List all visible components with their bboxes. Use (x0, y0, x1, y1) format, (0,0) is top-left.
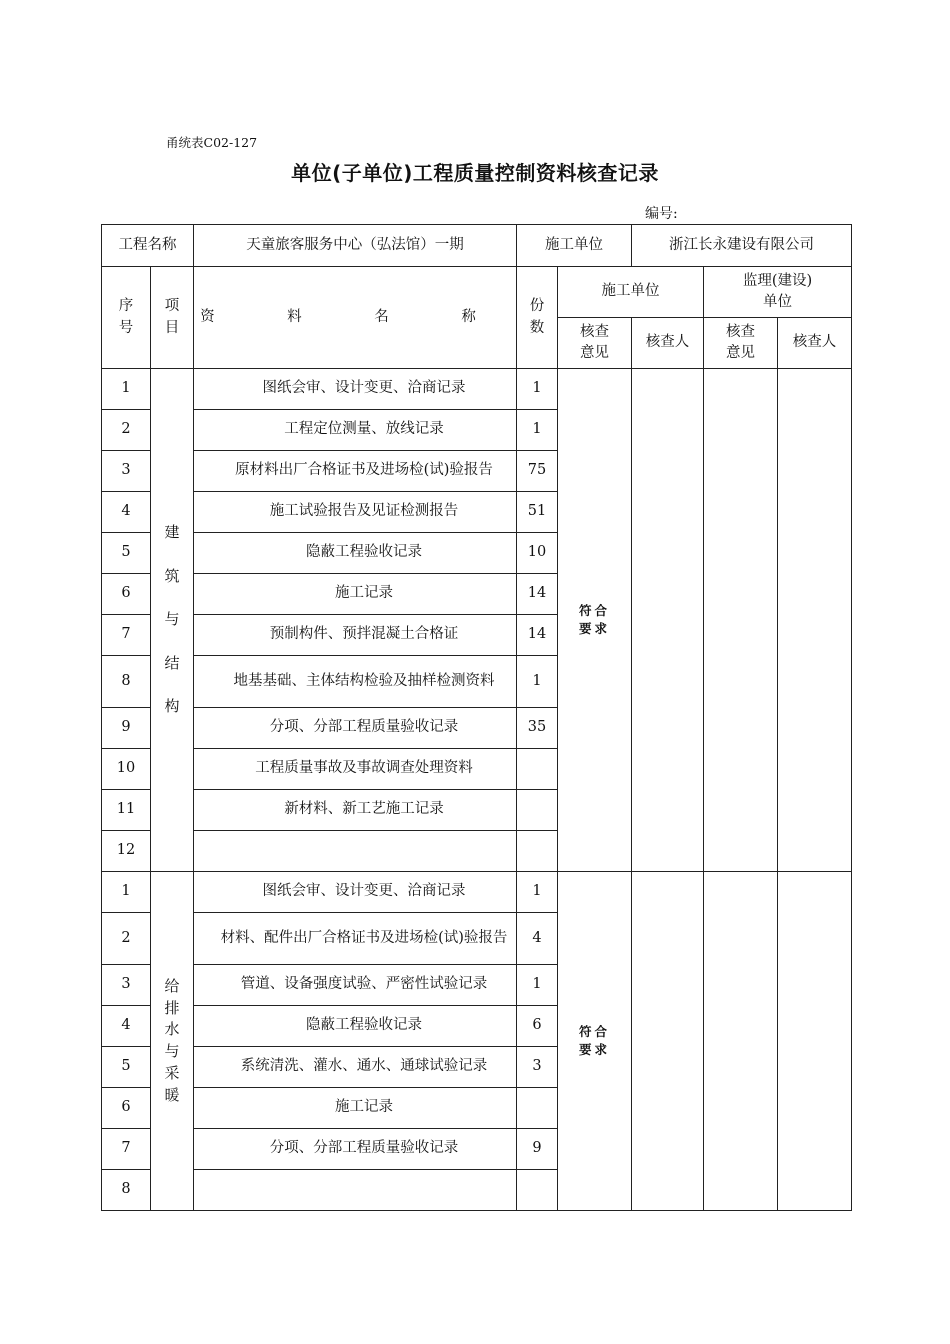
row-doc-name: 管道、设备强度试验、严密性试验记录 (194, 965, 517, 1006)
row-seq: 1 (102, 369, 151, 410)
opinion-header-2 (704, 318, 778, 369)
item-header-char: 目 (164, 319, 180, 336)
opinion-header-line: 意见 (726, 345, 755, 361)
row-doc-name: 施工记录 (194, 574, 517, 615)
row-count: 1 (517, 410, 558, 451)
row-seq: 6 (102, 1088, 151, 1129)
opinion-header-line: 意见 (580, 345, 609, 361)
supervisor-opinion (704, 872, 778, 1211)
row-count (517, 1170, 558, 1211)
row-count: 35 (517, 708, 558, 749)
row-seq: 2 (102, 410, 151, 451)
opinion-line: 符合 (578, 1023, 610, 1039)
row-seq: 4 (102, 1006, 151, 1047)
row-doc-name: 预制构件、预拌混凝土合格证 (194, 615, 517, 656)
row-seq: 1 (102, 872, 151, 913)
contractor-opinion (558, 369, 632, 872)
row-doc-name (194, 1170, 517, 1211)
row-doc-name: 原材料出厂合格证书及进场检(试)验报告 (194, 451, 517, 492)
page-title: 单位(子单位)工程质量控制资料核查记录 (291, 161, 659, 185)
row-doc-name: 图纸会审、设计变更、洽商记录 (194, 872, 517, 913)
contractor-checker (632, 369, 704, 872)
row-doc-name: 系统清洗、灌水、通水、通球试验记录 (194, 1047, 517, 1088)
row-doc-name: 分项、分部工程质量验收记录 (194, 708, 517, 749)
row-seq: 6 (102, 574, 151, 615)
section-item-char: 建 (164, 523, 180, 542)
supervisor-checker (778, 872, 852, 1211)
section-item-char: 给 (164, 976, 180, 995)
row-doc-name: 新材料、新工艺施工记录 (194, 790, 517, 831)
row-doc-name: 施工试验报告及见证检测报告 (194, 492, 517, 533)
row-seq: 12 (102, 831, 151, 872)
row-count: 14 (517, 615, 558, 656)
row-doc-name: 隐蔽工程验收记录 (194, 1006, 517, 1047)
seq-header-char: 号 (118, 319, 134, 336)
contractor-header: 施工单位 (558, 267, 704, 318)
opinion-header-line: 核查 (580, 323, 609, 340)
row-doc-name: 工程质量事故及事故调查处理资料 (194, 749, 517, 790)
project-name-label: 工程名称 (102, 225, 194, 267)
seq-header (102, 267, 151, 369)
section-item-char: 采 (164, 1063, 180, 1082)
row-count: 1 (517, 872, 558, 913)
row-doc-name: 材料、配件出厂合格证书及进场检(试)验报告 (194, 913, 517, 965)
section-item-char: 水 (164, 1020, 180, 1039)
doc-name-header: 资 料 名 称 (194, 267, 517, 369)
opinion-header-line: 核查 (726, 323, 755, 340)
row-count: 51 (517, 492, 558, 533)
section-item (151, 369, 194, 872)
row-doc-name: 工程定位测量、放线记录 (194, 410, 517, 451)
row-seq: 9 (102, 708, 151, 749)
section-item-char: 结 (164, 653, 180, 672)
inspection-table (101, 224, 852, 1211)
contractor-opinion (558, 872, 632, 1211)
row-count: 14 (517, 574, 558, 615)
opinion-line: 要求 (578, 621, 610, 636)
row-count (517, 749, 558, 790)
section-item-char: 构 (164, 697, 180, 716)
project-name-value: 天童旅客服务中心（弘法馆）一期 (194, 225, 517, 267)
item-header-char: 项 (164, 298, 180, 315)
contractor-label: 施工单位 (517, 225, 632, 267)
contractor-value: 浙江长永建设有限公司 (632, 225, 852, 267)
row-count (517, 790, 558, 831)
opinion-line: 符合 (578, 602, 610, 618)
row-count: 1 (517, 965, 558, 1006)
supervisor-checker (778, 369, 852, 872)
row-seq: 11 (102, 790, 151, 831)
count-header (517, 267, 558, 369)
table-row (102, 369, 852, 410)
section-item-char: 与 (164, 610, 180, 629)
row-count (517, 831, 558, 872)
section-item-char: 筑 (164, 566, 180, 585)
supervisor-header-line: 单位 (763, 294, 793, 310)
section-item-char: 排 (164, 998, 180, 1017)
row-seq: 10 (102, 749, 151, 790)
row-seq: 7 (102, 1129, 151, 1170)
opinion-header (558, 318, 632, 369)
row-count: 1 (517, 656, 558, 708)
doc-number-label: 编号: (645, 206, 678, 222)
row-seq: 5 (102, 533, 151, 574)
row-seq: 2 (102, 913, 151, 965)
checker-header-2: 核查人 (778, 318, 852, 369)
count-header-char: 份 (529, 298, 545, 315)
row-seq: 3 (102, 965, 151, 1006)
supervisor-header-line: 监理(建设) (742, 272, 813, 289)
row-seq: 4 (102, 492, 151, 533)
row-doc-name: 图纸会审、设计变更、洽商记录 (194, 369, 517, 410)
section-item-char: 与 (164, 1042, 180, 1060)
row-count: 1 (517, 369, 558, 410)
table-row (102, 872, 852, 913)
item-header (151, 267, 194, 369)
row-count: 9 (517, 1129, 558, 1170)
row-seq: 8 (102, 656, 151, 708)
row-doc-name: 地基基础、主体结构检验及抽样检测资料 (194, 656, 517, 708)
row-seq: 3 (102, 451, 151, 492)
row-seq: 5 (102, 1047, 151, 1088)
checker-header: 核查人 (632, 318, 704, 369)
supervisor-header (704, 267, 852, 318)
section-item (151, 872, 194, 1211)
row-count: 75 (517, 451, 558, 492)
form-code: 甬统表C02-127 (166, 135, 258, 150)
supervisor-opinion (704, 369, 778, 872)
row-count: 6 (517, 1006, 558, 1047)
row-seq: 7 (102, 615, 151, 656)
row-count: 3 (517, 1047, 558, 1088)
row-doc-name: 隐蔽工程验收记录 (194, 533, 517, 574)
row-count: 10 (517, 533, 558, 574)
row-doc-name: 分项、分部工程质量验收记录 (194, 1129, 517, 1170)
contractor-checker (632, 872, 704, 1211)
opinion-line: 要求 (578, 1042, 610, 1057)
info-row (102, 225, 852, 267)
seq-header-char: 序 (118, 298, 134, 315)
row-doc-name: 施工记录 (194, 1088, 517, 1129)
section-item-char: 暖 (164, 1085, 180, 1104)
row-count: 4 (517, 913, 558, 965)
header-row-1 (102, 267, 852, 318)
row-seq: 8 (102, 1170, 151, 1211)
row-count (517, 1088, 558, 1129)
count-header-char: 数 (529, 319, 545, 336)
row-doc-name (194, 831, 517, 872)
